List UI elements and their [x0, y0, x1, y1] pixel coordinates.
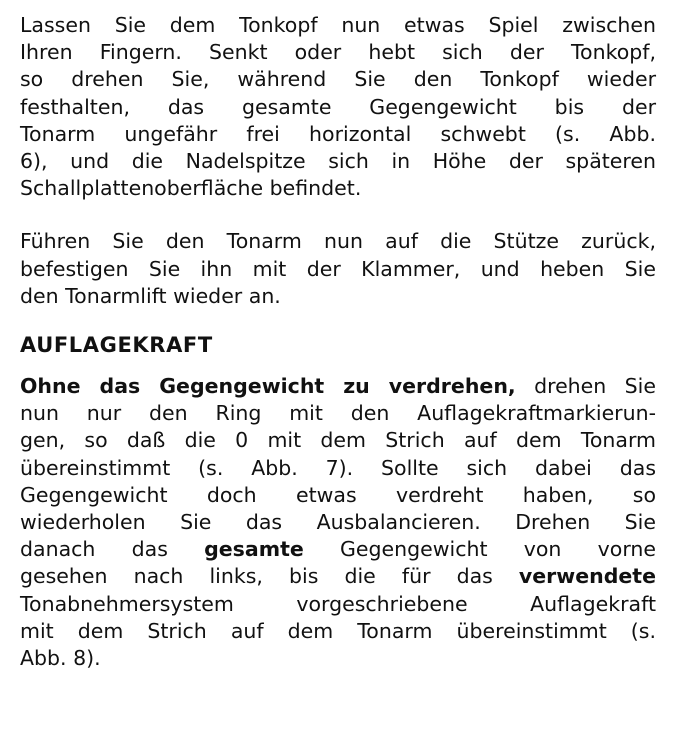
text-line	[20, 536, 656, 563]
text-run: drehen Sie	[515, 374, 656, 399]
text-line: Lassen Sie dem Tonkopf nun etwas Spiel zwischen	[20, 13, 656, 37]
bold-emphasis: verwendete	[518, 564, 656, 589]
document-page	[20, 12, 656, 672]
paragraph-tracking-force	[20, 373, 656, 672]
paragraph-spacer	[20, 310, 656, 332]
paragraph-spacer	[20, 202, 656, 228]
bold-emphasis: gesamte	[204, 537, 304, 562]
text-line: Tonarm ungefähr frei horizontal schwebt (s. Abb.	[20, 121, 656, 146]
text-line: mit dem Strich auf dem Tonarm übereinstimmt (s.	[20, 618, 656, 643]
text-line	[20, 563, 656, 590]
text-run: gesehen nach links, bis die für das	[20, 564, 519, 589]
bold-emphasis: Ohne das Gegengewicht zu verdrehen,	[20, 374, 516, 399]
text-line: Tonabnehmersystem vorgeschriebene Auflagekraft	[20, 591, 656, 616]
text-line: gen, so daß die 0 mit dem Strich auf dem Tonarm	[20, 428, 656, 453]
text-line: festhalten, das gesamte Gegengewicht bis der	[20, 94, 656, 119]
text-line: Gegengewicht doch etwas verdreht haben, so	[20, 482, 656, 507]
paragraph-spacer	[20, 359, 656, 373]
text-line: so drehen Sie, während Sie den Tonkopf wieder	[20, 67, 656, 92]
text-line	[20, 373, 656, 400]
text-line: Führen Sie den Tonarm nun auf die Stütze zurück,	[20, 229, 656, 254]
paragraph-balancing	[20, 12, 656, 202]
text-run: danach das	[20, 537, 205, 562]
text-line: Ihren Fingern. Senkt oder hebt sich der Tonkopf,	[20, 40, 656, 65]
text-run: Gegengewicht von vorne	[303, 537, 656, 562]
paragraph-return-tonearm	[20, 228, 656, 310]
text-line: nun nur den Ring mit den Auflagekraftmarkierun-	[20, 401, 656, 426]
text-line: Abb. 8).	[20, 646, 101, 671]
text-line: den Tonarmlift wieder an.	[20, 283, 281, 308]
text-line: 6), und die Nadelspitze sich in Höhe der späteren	[20, 149, 656, 174]
text-line: befestigen Sie ihn mit der Klammer, und heben Sie	[20, 256, 656, 281]
section-heading: AUFLAGEKRAFT	[20, 333, 213, 358]
text-line: wiederholen Sie das Ausbalancieren. Drehen Sie	[20, 510, 656, 535]
text-line: Schallplattenoberfläche befindet.	[20, 176, 362, 201]
text-line: übereinstimmt (s. Abb. 7). Sollte sich dabei das	[20, 455, 656, 480]
